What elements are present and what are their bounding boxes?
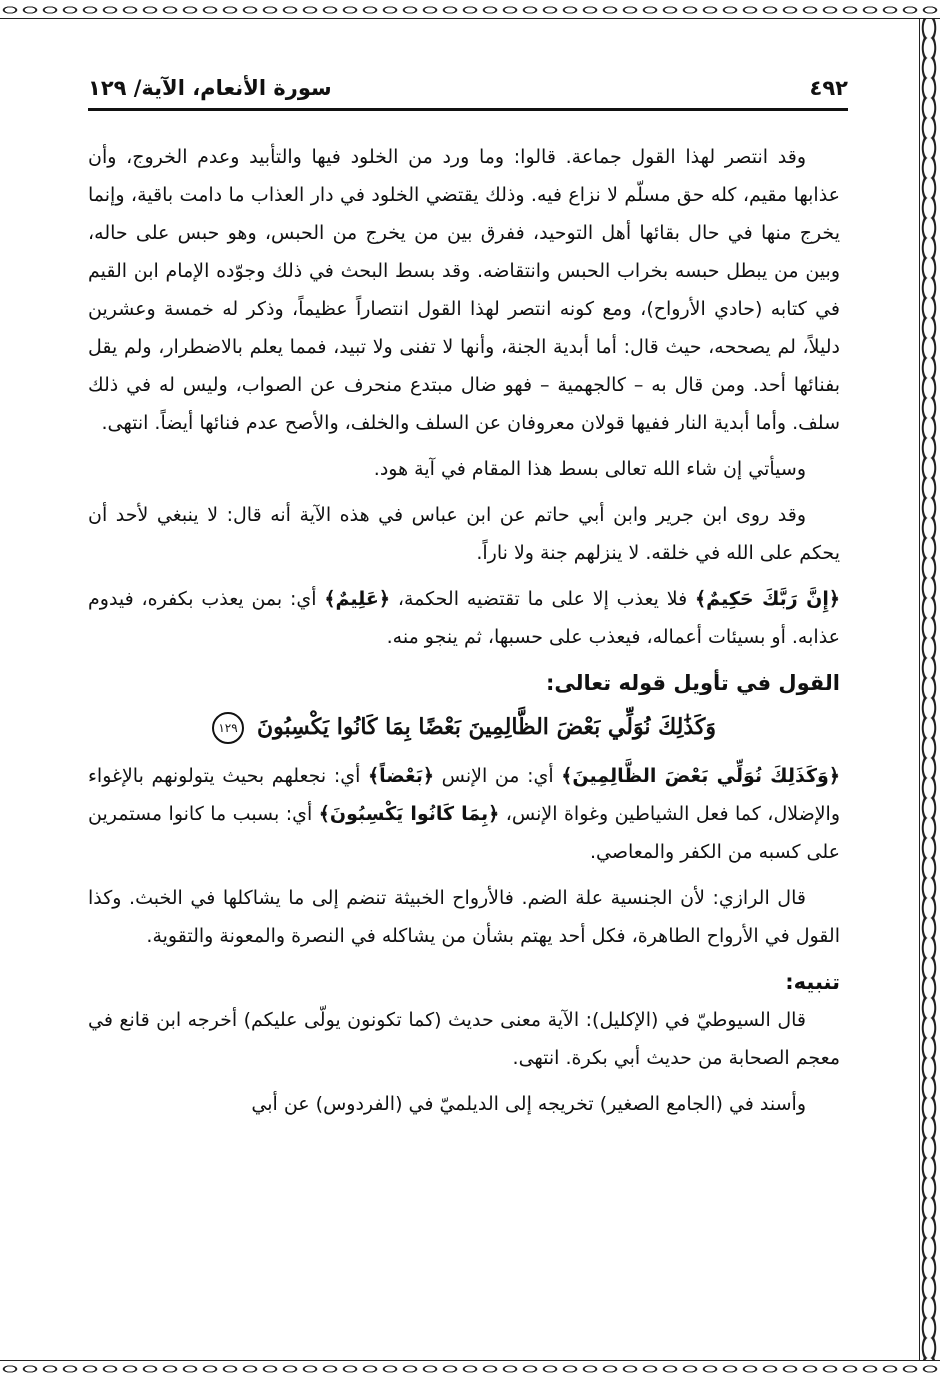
ornamental-border-bottom (0, 1360, 940, 1377)
paragraph (88, 757, 840, 871)
paragraph: وقد انتصر لهذا القول جماعة. قالوا: وما ورد من الخلود فيها والتأبيد وعدم الخروج، وأن عذابها مقيم، كله حق مسلّم لا نزاع فيه. وذلك يقتضي الخلود في دار العذاب ما دامت باقية، وإنما يخرج منها في حال بقائها أهل التوحيد، ففرق بين من يخرج من الحبس، وهو حبس على حاله، وبين من يبطل حبسه بخراب الحبس وانتقاضه. وقد بسط البحث في ذلك وجوّده الإمام ابن القيم في كتابه (حادي الأرواح)، ومع كونه انتصر لهذا القول انتصاراً عظيماً، وذكر له خمسة وعشرين دليلاً، لم يصححه، حيث قال: أما أبدية الجنة، وأنها لا تفنى ولا تبيد، فمما يعلم بالاضطرار، ولم يقل بفنائها أحد. ومن قال به – كالجهمية – فهو ضال مبتدع منحرف عن الصواب، وليس له في ذلك سلف. وأما أبدية النار ففيها قولان معروفان عن السلف والخلف، والأصح عدم فنائها أيضاً. انتهى. (88, 146, 840, 434)
paragraph: وقد روى ابن جرير وابن أبي حاتم عن ابن عباس في هذه الآية أنه قال: لا ينبغي لأحد أن يحكم على الله في خلقه. لا ينزلهم جنة ولا ناراً. (88, 504, 840, 564)
quran-quote: ﴿بَعْضاً﴾ (368, 765, 434, 787)
paragraph: وسيأتي إن شاء الله تعالى بسط هذا المقام في آية هود. (373, 458, 806, 480)
text-run: أي: من الإنس (433, 765, 562, 787)
verse-number: ١٢٩ (212, 712, 244, 744)
note-heading: تنبيه: (785, 970, 840, 994)
quran-quote: ﴿بِمَا كَانُوا يَكْسِبُونَ﴾ (318, 803, 500, 825)
ornamental-border-top (0, 2, 940, 19)
verse-block (88, 704, 840, 751)
section-heading: القول في تأويل قوله تعالى: (546, 671, 840, 695)
ornamental-border-right (919, 18, 938, 1360)
quran-quote: ﴿وَكَذَلِكَ نُوَلِّي بَعْضَ الظَّالِمِينَ﴾ (561, 765, 840, 787)
quran-quote: ﴿عَلِيمٌ﴾ (324, 588, 391, 610)
paragraph: قال الرازي: لأن الجنسية علة الضم. فالأرواح الخبيثة تنضم إلى ما يشاكلها في الخبث. وكذا القول في الأرواح الطاهرة، فكل أحد يهتم بشأن من يشاكله في النصرة والمعونة والتقوية. (88, 887, 840, 947)
text-run: أي: نجعلهم بحيث يتولونهم بالإغواء والإضلال، كما فعل الشياطين وغواة الإنس، (88, 765, 841, 825)
verse-text: وَكَذَٰلِكَ نُوَلِّي بَعْضَ الظَّالِمِينَ بَعْضًا بِمَا كَانُوا يَكْسِبُونَ (257, 714, 716, 740)
paragraph: وأسند في (الجامع الصغير) تخريجه إلى الديلميّ في (الفردوس) عن أبي (251, 1093, 806, 1115)
page-number: ٤٩٢ (809, 76, 848, 100)
text-run: فلا يعذب إلا على ما تقتضيه الحكمة، (390, 588, 696, 610)
paragraph (88, 580, 840, 656)
quran-quote: ﴿إِنَّ رَبَّكَ حَكِيمٌ﴾ (695, 588, 840, 610)
paragraph: قال السيوطيّ في (الإكليل): الآية معنى حديث (كما تكونون يولّى عليكم) أخرجه ابن قانع في معجم الصحابة من حديث أبي بكرة. انتهى. (88, 1009, 840, 1069)
chapter-title: سورة الأنعام، الآية/ ١٢٩ (88, 76, 332, 100)
page-body (88, 138, 840, 1131)
text-run: أي: بسبب ما كانوا مستمرين على كسبه من الكفر والمعاصي. (88, 803, 840, 863)
header-rule (88, 108, 848, 111)
text-run: أي: بمن يعذب بكفره، فيدوم عذابه. أو بسيئات أعماله، فيعذب على حسبها، ثم ينجو منه. (88, 588, 840, 648)
page-header (88, 70, 848, 106)
